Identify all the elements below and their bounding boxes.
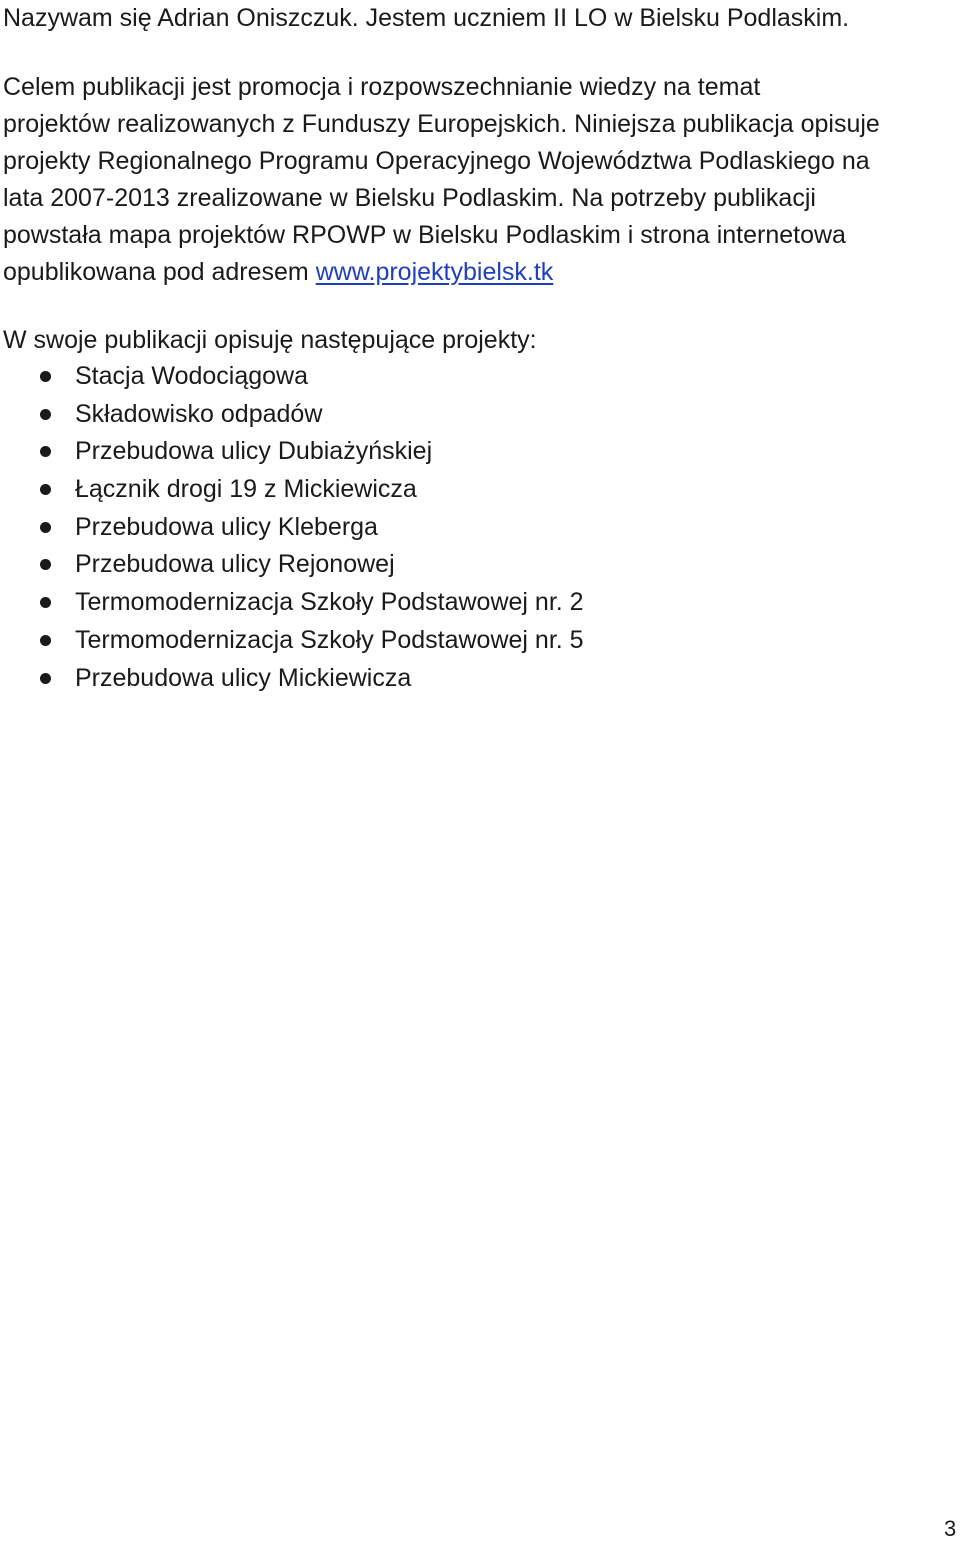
list-item-label: Łącznik drogi 19 z Mickiewicza (75, 475, 417, 504)
purpose-last-line (3, 254, 953, 291)
bullet-icon (40, 371, 51, 382)
projects-list-heading-text: W swoje publikacji opisuję następujące projekty: (3, 326, 537, 354)
list-item (0, 358, 950, 396)
purpose-line: powstała mapa projektów RPOWP w Bielsku Podlaskim i strona internetowa (3, 221, 846, 249)
list-item-label: Termomodernizacja Szkoły Podstawowej nr. 5 (75, 625, 584, 654)
list-item (0, 509, 950, 547)
purpose-line: lata 2007-2013 zrealizowane w Bielsku Podlaskim. Na potrzeby publikacji (3, 184, 816, 212)
bullet-icon (40, 522, 51, 533)
bullet-icon (40, 446, 51, 457)
list-item (0, 622, 950, 660)
list-item-label: Stacja Wodociągowa (75, 362, 309, 390)
list-item (0, 471, 950, 509)
purpose-last-line-text: opublikowana pod adresem (3, 258, 316, 286)
projects-list (0, 358, 950, 697)
purpose-line: Celem publikacji jest promocja i rozpowszechnianie wiedzy na temat (3, 73, 761, 101)
projects-list-heading (3, 322, 953, 359)
list-item (0, 396, 950, 434)
bullet-icon (40, 409, 51, 420)
bullet-icon (40, 597, 51, 608)
website-link[interactable]: www.projektybielsk.tk (315, 258, 554, 286)
list-item (0, 660, 950, 698)
list-item-label: Przebudowa ulicy Mickiewicza (75, 663, 412, 692)
list-item (0, 546, 950, 584)
list-item-label: Termomodernizacja Szkoły Podstawowej nr. 2 (75, 588, 584, 617)
bullet-icon (40, 635, 51, 646)
list-item (0, 433, 950, 471)
page-number: 3 (944, 1516, 957, 1541)
list-item (0, 584, 950, 622)
bullet-icon (40, 484, 51, 495)
list-item-label: Przebudowa ulicy Dubiażyńskiej (75, 437, 433, 466)
bullet-icon (40, 559, 51, 570)
bullet-icon (40, 673, 51, 684)
list-item-label: Przebudowa ulicy Kleberga (75, 512, 378, 541)
list-item-label: Przebudowa ulicy Rejonowej (75, 550, 395, 579)
list-item-label: Składowisko odpadów (75, 399, 323, 428)
intro-text: Nazywam się Adrian Oniszczuk. Jestem uczniem II LO w Bielsku Podlaskim. (3, 4, 850, 32)
purpose-paragraph (3, 69, 953, 291)
purpose-line: projektów realizowanych z Funduszy Europejskich. Niniejsza publikacja opisuje (3, 110, 880, 138)
intro-paragraph (3, 0, 953, 37)
purpose-line: projekty Regionalnego Programu Operacyjnego Województwa Podlaskiego na (3, 147, 870, 175)
